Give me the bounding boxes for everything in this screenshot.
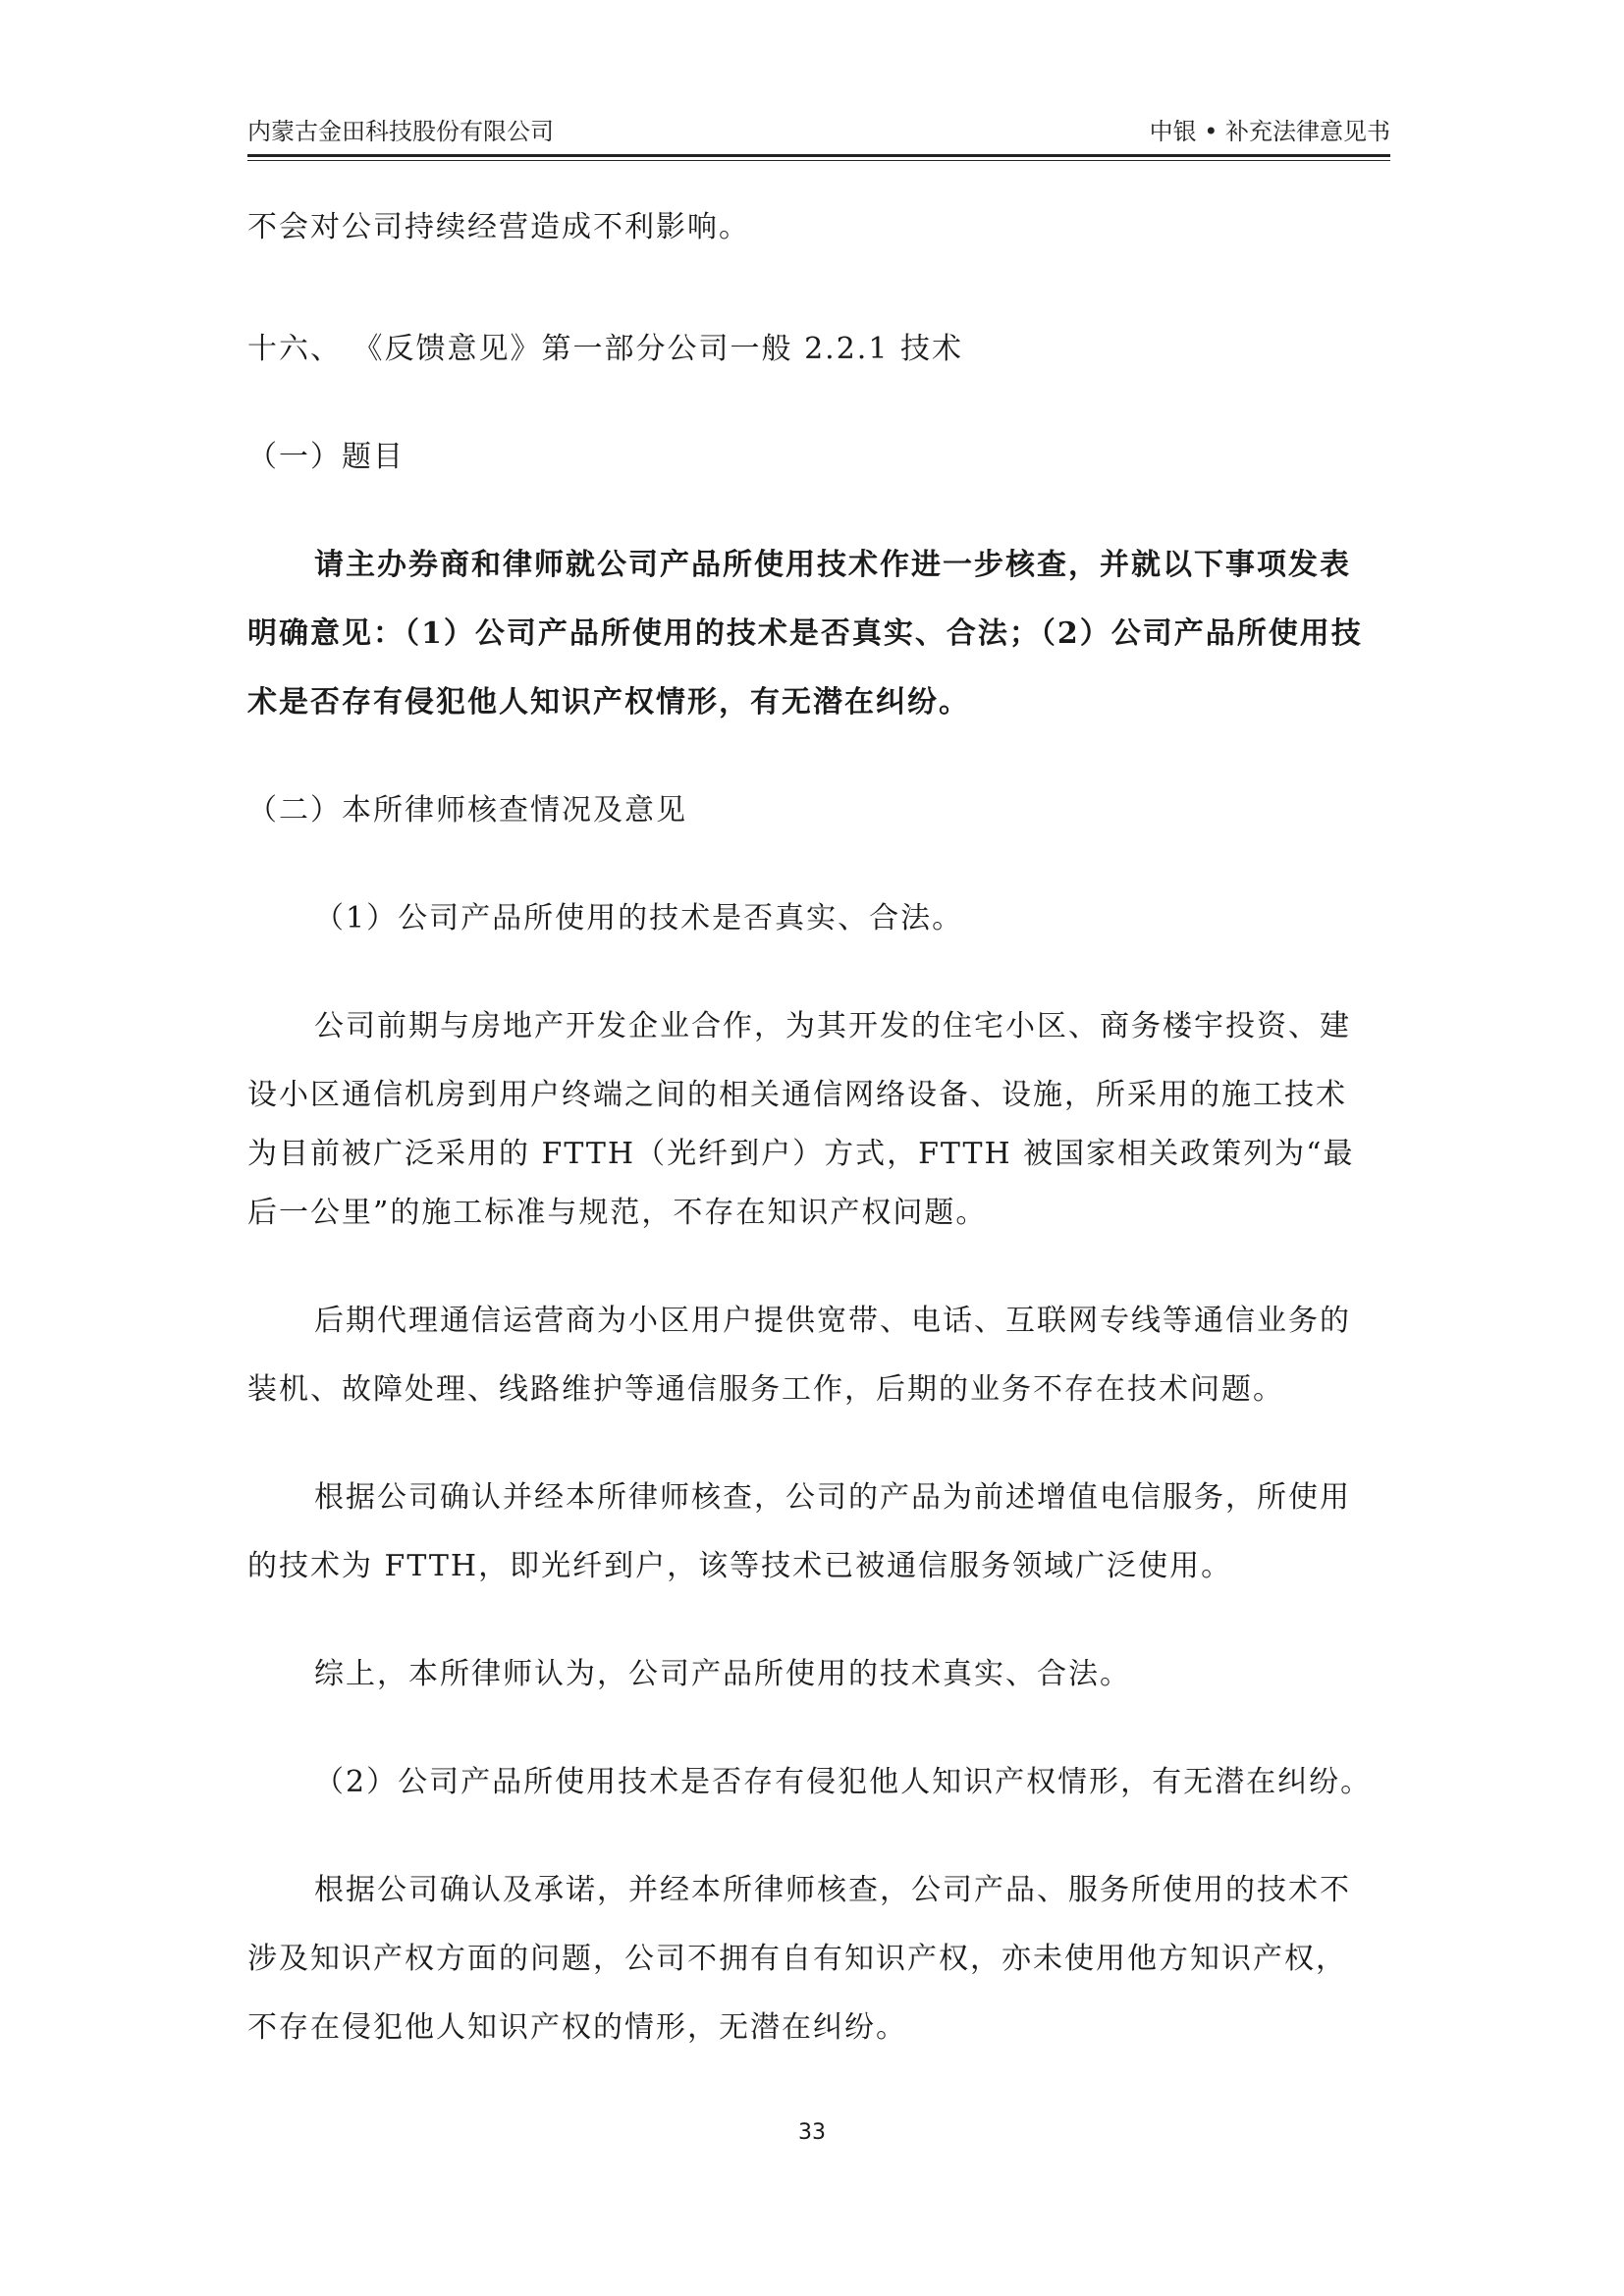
section-heading: 十六、 《反馈意见》第一部分公司一般 2.2.1 技术 [247,332,963,366]
paragraph-line: 后期代理通信运营商为小区用户提供宽带、电话、互联网专线等通信业务的 [314,1304,1351,1338]
paragraph-line: 设小区通信机房到用户终端之间的相关通信网络设备、设施，所采用的施工技术 [247,1078,1347,1112]
paragraph-line: 不会对公司持续经营造成不利影响。 [247,210,750,244]
paragraph-line: 根据公司确认并经本所律师核查，公司的产品为前述增值电信服务，所使用 [314,1480,1351,1515]
paragraph-line: 后一公里”的施工标准与规范，不存在知识产权问题。 [247,1196,988,1230]
question-line: 明确意见：（1）公司产品所使用的技术是否真实、合法；（2）公司产品所使用技 [247,616,1363,651]
paragraph-line: 为目前被广泛采用的 FTTH（光纤到户）方式，FTTH 被国家相关政策列为“最 [247,1137,1355,1171]
subsection-heading: （一）题目 [247,440,405,474]
paragraph-line: 装机、故障处理、线路维护等通信服务工作，后期的业务不存在技术问题。 [247,1372,1284,1407]
paragraph-line: 公司前期与房地产开发企业合作，为其开发的住宅小区、商务楼宇投资、建 [314,1009,1351,1043]
paragraph-line: 根据公司确认及承诺，并经本所律师核查，公司产品、服务所使用的技术不 [314,1873,1351,1907]
subsection-heading: （二）本所律师核查情况及意见 [247,793,687,828]
header-document-title: 中银 • 补充法律意见书 [1149,118,1390,145]
paragraph-line: 不存在侵犯他人知识产权的情形，无潜在纠纷。 [247,2010,907,2045]
item-heading: （1）公司产品所使用的技术是否真实、合法。 [314,901,964,935]
header-divider-thin [247,160,1390,161]
page-header [247,110,1390,153]
header-company-name: 内蒙古金田科技股份有限公司 [247,118,554,145]
header-divider-thick [247,154,1390,157]
paragraph-line: 综上，本所律师认为，公司产品所使用的技术真实、合法。 [314,1657,1131,1691]
item-heading: （2）公司产品所使用技术是否存有侵犯他人知识产权情形，有无潜在纠纷。 [314,1765,1373,1799]
page-number: 33 [798,2120,826,2145]
question-line: 术是否存有侵犯他人知识产权情形，有无潜在纠纷。 [247,685,970,720]
paragraph-line: 的技术为 FTTH，即光纤到户，该等技术已被通信服务领域广泛使用。 [247,1549,1233,1583]
question-line: 请主办券商和律师就公司产品所使用技术作进一步核查，并就以下事项发表 [314,548,1351,582]
paragraph-line: 涉及知识产权方面的问题，公司不拥有自有知识产权，亦未使用他方知识产权， [247,1942,1347,1976]
